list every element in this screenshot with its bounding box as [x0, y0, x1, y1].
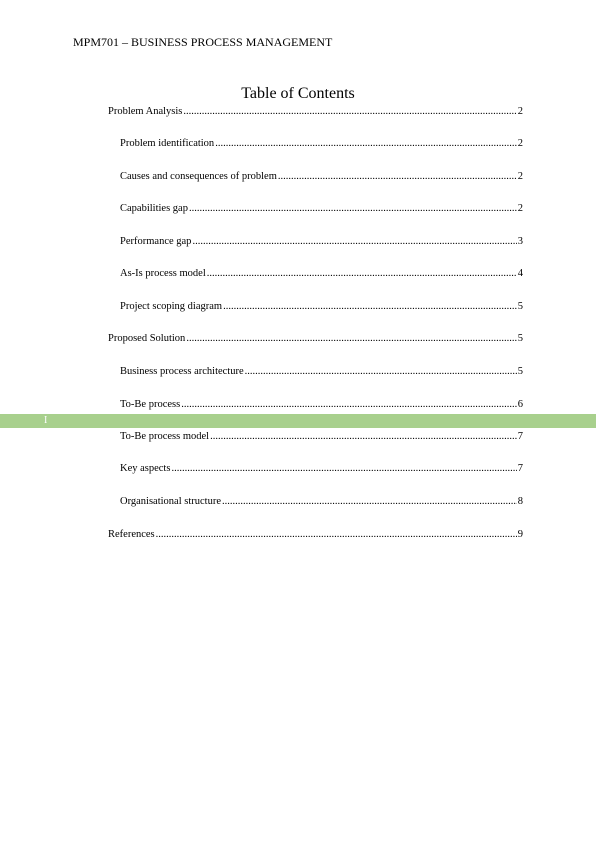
toc-entry-capabilities-gap[interactable] — [120, 202, 523, 215]
toc-entry-label: To-Be process model — [120, 431, 210, 442]
toc-entry-label: Problem identification — [120, 138, 215, 149]
toc-dot-leader — [222, 495, 517, 508]
toc-entry-problem-identification[interactable] — [120, 137, 523, 150]
toc-entry-page: 7 — [517, 463, 523, 474]
toc-entry-page: 2 — [517, 203, 523, 214]
page-number: I — [44, 415, 48, 426]
toc-entry-page: 5 — [517, 366, 523, 377]
toc-entry-label: Causes and consequences of problem — [120, 171, 277, 182]
toc-entry-label: Business process architecture — [120, 366, 244, 377]
toc-dot-leader — [189, 202, 517, 215]
toc-entry-proposed-solution[interactable] — [108, 332, 523, 345]
toc-entry-performance-gap[interactable] — [120, 235, 523, 248]
toc-title: Table of Contents — [241, 85, 355, 102]
page-number-band — [0, 414, 596, 428]
toc-entry-label: Problem Analysis — [108, 106, 183, 117]
toc-entry-label: Performance gap — [120, 236, 192, 247]
toc-dot-leader — [207, 267, 517, 280]
toc-entry-page: 5 — [517, 301, 523, 312]
toc-entry-page: 5 — [517, 333, 523, 344]
toc-entry-page: 9 — [517, 529, 523, 540]
toc-entry-project-scoping-diagram[interactable] — [120, 300, 523, 313]
toc-entry-to-be-process[interactable] — [120, 398, 523, 411]
toc-entry-references[interactable] — [108, 528, 523, 541]
running-header: MPM701 – BUSINESS PROCESS MANAGEMENT — [73, 35, 333, 49]
toc-dot-leader — [210, 430, 517, 443]
toc-dot-leader — [223, 300, 517, 313]
toc-entry-label: Key aspects — [120, 463, 171, 474]
toc-entry-page: 2 — [517, 138, 523, 149]
toc-entry-label: Proposed Solution — [108, 333, 186, 344]
toc-entry-label: Organisational structure — [120, 496, 221, 507]
toc-entry-problem-analysis[interactable] — [108, 105, 523, 118]
toc-entry-label: As-Is process model — [120, 268, 206, 279]
toc-entry-page: 2 — [517, 106, 523, 117]
toc-dot-leader — [278, 170, 517, 183]
toc-dot-leader — [192, 235, 516, 248]
toc-entry-label: To-Be process — [120, 399, 181, 410]
toc-dot-leader — [215, 137, 517, 150]
toc-entry-page: 2 — [517, 171, 523, 182]
toc-dot-leader — [156, 528, 517, 541]
toc-entry-page: 3 — [517, 236, 523, 247]
toc-dot-leader — [186, 332, 516, 345]
toc-entry-label: References — [108, 529, 155, 540]
toc-entry-page: 4 — [517, 268, 523, 279]
toc-dot-leader — [171, 462, 516, 475]
toc-dot-leader — [181, 398, 517, 411]
toc-entry-label: Capabilities gap — [120, 203, 188, 214]
toc-entry-page: 8 — [517, 496, 523, 507]
toc-entry-organisational-structure[interactable] — [120, 495, 523, 508]
toc-entry-as-is-process-model[interactable] — [120, 267, 523, 280]
toc-entry-label: Project scoping diagram — [120, 301, 223, 312]
toc-entry-to-be-process-model[interactable] — [120, 430, 523, 443]
toc-entry-key-aspects[interactable] — [120, 462, 523, 475]
toc-dot-leader — [245, 365, 517, 378]
toc-entry-page: 6 — [517, 399, 523, 410]
toc-entry-business-process-architecture[interactable] — [120, 365, 523, 378]
toc-entry-causes-and-consequences[interactable] — [120, 170, 523, 183]
toc-entry-page: 7 — [517, 431, 523, 442]
toc-dot-leader — [183, 105, 516, 118]
